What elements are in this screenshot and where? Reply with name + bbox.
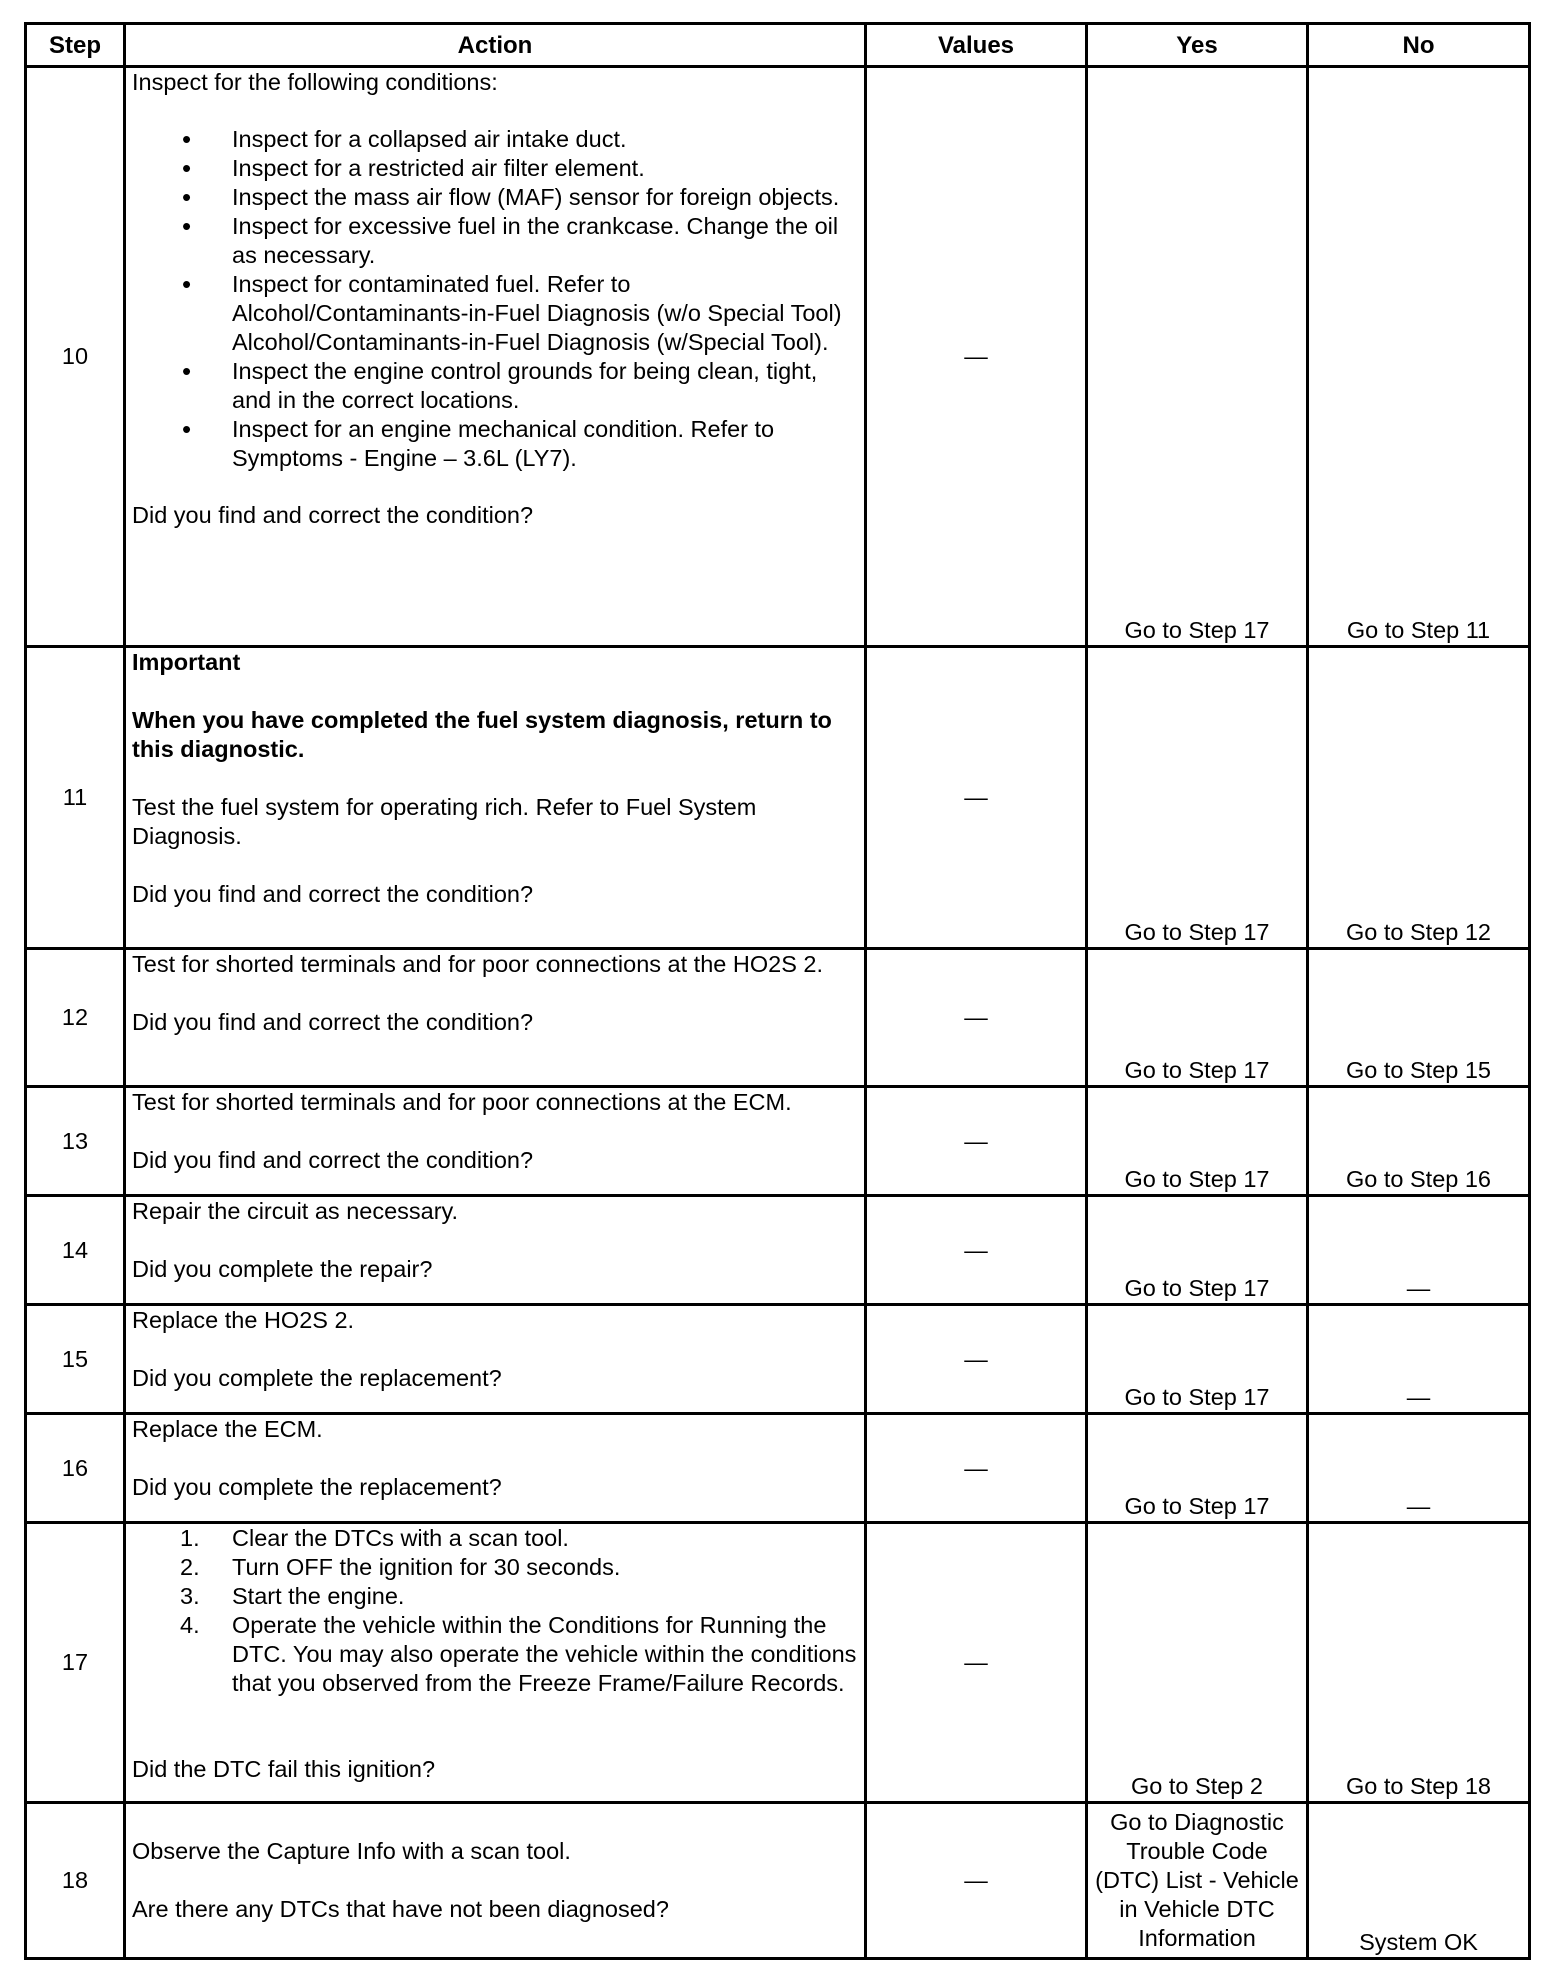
- list-number: 1.: [180, 1525, 200, 1551]
- table-row: [26, 647, 1530, 949]
- action-question: Did you find and correct the condition?: [132, 881, 534, 907]
- no-cell: Go to Step 16: [1308, 1087, 1530, 1196]
- list-number: 3.: [180, 1583, 200, 1609]
- table-row: [26, 949, 1530, 1087]
- list-item: • Inspect for contaminated fuel. Refer to Alcohol/Contaminants-in-Fuel Diagnosis (w/o Special Tool) Alcohol/Contaminants-in-Fuel Diagnosis (w/Special Tool).: [232, 270, 858, 357]
- list-item: • Inspect the engine control grounds for being clean, tight, and in the correct locations.: [232, 357, 858, 415]
- values-cell: —: [866, 67, 1087, 647]
- action-text: Replace the HO2S 2.: [132, 1307, 355, 1333]
- no-cell: System OK: [1308, 1803, 1530, 1959]
- step-number: 17: [26, 1523, 125, 1803]
- header-row: [26, 24, 1530, 67]
- list-number: 4.: [180, 1612, 200, 1638]
- values-cell: —: [866, 1523, 1087, 1803]
- action-cell: [125, 1196, 866, 1305]
- no-cell: Go to Step 12: [1308, 647, 1530, 949]
- action-question: Did you find and correct the condition?: [132, 1147, 534, 1173]
- list-text: Operate the vehicle within the Conditions for Running the DTC. You may also operate the vehicle within the conditions that you observed from the Freeze Frame/Failure Records.: [232, 1612, 857, 1696]
- step-number: 13: [26, 1087, 125, 1196]
- yes-cell: Go to Step 17: [1087, 647, 1308, 949]
- action-text: Replace the ECM.: [132, 1416, 323, 1442]
- table-row: [26, 1196, 1530, 1305]
- action-cell: [125, 1803, 866, 1959]
- list-item: • Inspect the mass air flow (MAF) sensor for foreign objects.: [232, 183, 858, 212]
- yes-cell: Go to Step 17: [1087, 1305, 1308, 1414]
- header-no: No: [1308, 24, 1530, 67]
- no-cell: Go to Step 15: [1308, 949, 1530, 1087]
- condition-list: [132, 125, 858, 473]
- list-text: Clear the DTCs with a scan tool.: [232, 1525, 569, 1551]
- no-cell: Go to Step 18: [1308, 1523, 1530, 1803]
- step-number: 12: [26, 949, 125, 1087]
- action-cell: [125, 67, 866, 647]
- no-cell: —: [1308, 1305, 1530, 1414]
- table-row: [26, 1523, 1530, 1803]
- yes-cell: Go to Step 17: [1087, 949, 1308, 1087]
- yes-cell: Go to Step 17: [1087, 1414, 1308, 1523]
- action-question: Did you complete the replacement?: [132, 1365, 502, 1391]
- list-number: 2.: [180, 1554, 200, 1580]
- no-cell: Go to Step 11: [1308, 67, 1530, 647]
- table-row: [26, 1305, 1530, 1414]
- action-cell: [125, 949, 866, 1087]
- action-intro: Inspect for the following conditions:: [132, 69, 498, 95]
- action-cell: [125, 647, 866, 949]
- no-cell: —: [1308, 1414, 1530, 1523]
- header-yes: Yes: [1087, 24, 1308, 67]
- header-action: Action: [125, 24, 866, 67]
- list-text: Turn OFF the ignition for 30 seconds.: [232, 1554, 621, 1580]
- step-number: 16: [26, 1414, 125, 1523]
- list-text: Start the engine.: [232, 1583, 405, 1609]
- header-values: Values: [866, 24, 1087, 67]
- diagnostic-table: [24, 22, 1531, 1960]
- step-number: 10: [26, 67, 125, 647]
- values-cell: —: [866, 1196, 1087, 1305]
- action-question: Are there any DTCs that have not been diagnosed?: [132, 1896, 669, 1922]
- values-cell: —: [866, 1414, 1087, 1523]
- yes-cell: Go to Step 2: [1087, 1523, 1308, 1803]
- step-number: 14: [26, 1196, 125, 1305]
- values-cell: —: [866, 1087, 1087, 1196]
- list-item: [180, 1553, 858, 1582]
- values-cell: —: [866, 647, 1087, 949]
- list-item: [180, 1582, 858, 1611]
- no-cell: —: [1308, 1196, 1530, 1305]
- list-item: • Inspect for an engine mechanical condition. Refer to Symptoms - Engine – 3.6L (LY7).: [232, 415, 858, 473]
- action-text: Test for shorted terminals and for poor connections at the ECM.: [132, 1089, 792, 1115]
- step-number: 18: [26, 1803, 125, 1959]
- action-question: Did you complete the replacement?: [132, 1474, 502, 1500]
- action-text: Test for shorted terminals and for poor connections at the HO2S 2.: [132, 951, 824, 977]
- action-question: Did you find and correct the condition?: [132, 502, 534, 528]
- table-row: [26, 1803, 1530, 1959]
- procedure-list: [132, 1524, 858, 1698]
- yes-cell: Go to Step 17: [1087, 67, 1308, 647]
- list-item: • Inspect for excessive fuel in the crankcase. Change the oil as necessary.: [232, 212, 858, 270]
- action-cell: [125, 1305, 866, 1414]
- values-cell: —: [866, 1803, 1087, 1959]
- step-number: 11: [26, 647, 125, 949]
- action-question: Did you find and correct the condition?: [132, 1009, 534, 1035]
- table-row: [26, 1087, 1530, 1196]
- list-item: [180, 1524, 858, 1553]
- yes-cell: Go to Step 17: [1087, 1196, 1308, 1305]
- step-number: 15: [26, 1305, 125, 1414]
- list-item: [180, 1611, 858, 1698]
- yes-cell: Go to Diagnostic Trouble Code (DTC) List - Vehicle in Vehicle DTC Information: [1087, 1803, 1308, 1959]
- important-label: Important: [132, 649, 241, 675]
- values-cell: —: [866, 1305, 1087, 1414]
- table-row: [26, 1414, 1530, 1523]
- action-question: Did the DTC fail this ignition?: [132, 1756, 436, 1782]
- action-text: Test the fuel system for operating rich. Refer to Fuel System Diagnosis.: [132, 794, 757, 849]
- action-cell: [125, 1523, 866, 1803]
- action-cell: [125, 1414, 866, 1523]
- important-text: When you have completed the fuel system diagnosis, return to this diagnostic.: [132, 707, 832, 762]
- action-cell: [125, 1087, 866, 1196]
- yes-cell: Go to Step 17: [1087, 1087, 1308, 1196]
- list-item: • Inspect for a restricted air filter element.: [232, 154, 858, 183]
- values-cell: —: [866, 949, 1087, 1087]
- header-step: Step: [26, 24, 125, 67]
- list-item: • Inspect for a collapsed air intake duct.: [232, 125, 858, 154]
- action-text: Repair the circuit as necessary.: [132, 1198, 459, 1224]
- action-text: Observe the Capture Info with a scan tool.: [132, 1838, 571, 1864]
- action-question: Did you complete the repair?: [132, 1256, 433, 1282]
- table-row: [26, 67, 1530, 647]
